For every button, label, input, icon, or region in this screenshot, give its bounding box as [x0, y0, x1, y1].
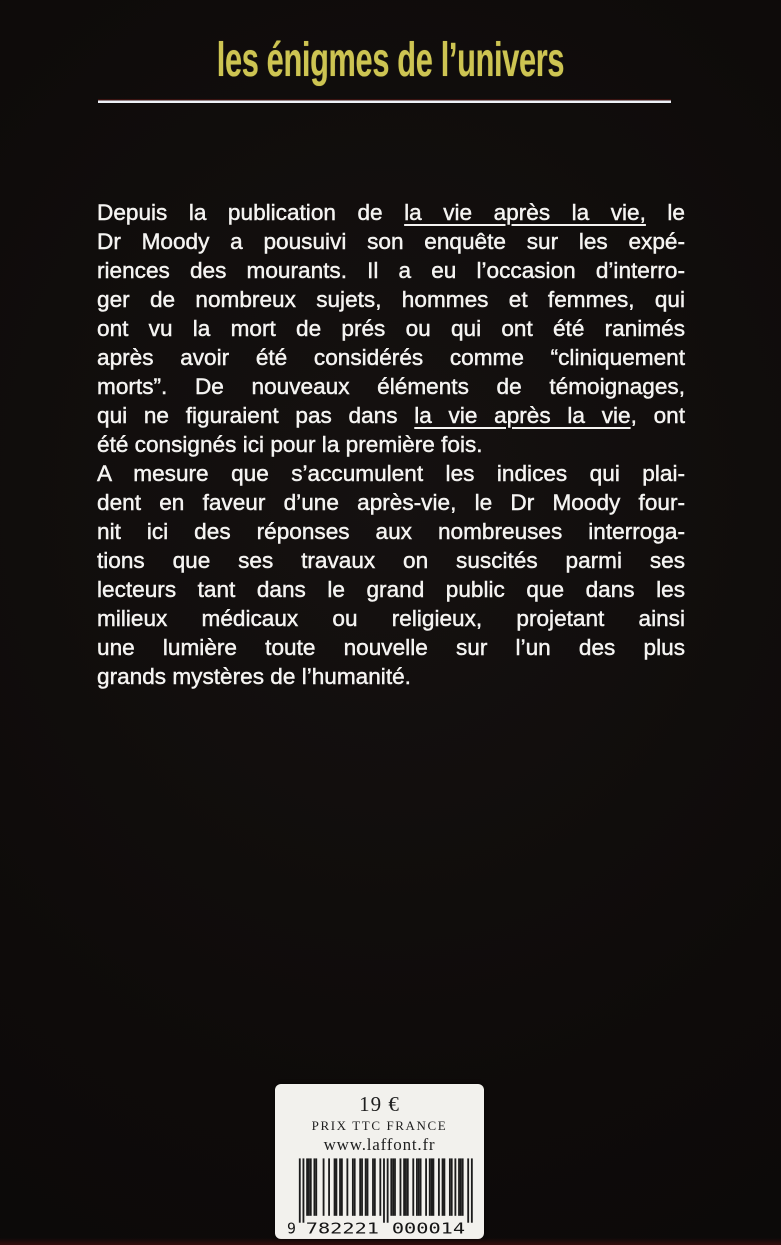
body-line-text: A mesure que s’accumulent les indices qui plai- [97, 461, 685, 486]
body-line [97, 546, 685, 575]
body-line-text: nit ici des réponses aux nombreuses interroga- [97, 519, 685, 544]
body-line [97, 314, 685, 343]
body-line [97, 459, 685, 488]
body-line-text: grands mystères de l’humanité. [97, 664, 411, 689]
body-line [97, 575, 685, 604]
body-line-text: Depuis la publication de [97, 200, 405, 225]
body-line-text: Dr Moody a pousuivi son enquête sur les expé- [97, 229, 685, 254]
price-ttc-line: PRIX TTC FRANCE [311, 1118, 448, 1133]
body-line [97, 488, 685, 517]
body-line [97, 198, 685, 227]
collection-title-text: les énigmes de l’univers [216, 34, 565, 87]
barcode-right-digits: 000014 [391, 1220, 465, 1236]
body-line [97, 662, 685, 691]
barcode [286, 1158, 474, 1236]
body-line-text: tions que ses travaux on suscités parmi ses [97, 548, 685, 573]
collection-title [0, 33, 781, 88]
body-line-text: été consignés ici pour la première fois. [97, 432, 483, 457]
body-line [97, 517, 685, 546]
price-label [275, 1084, 484, 1239]
body-line-text: dent en faveur d’une après-vie, le Dr Moody four- [97, 490, 685, 515]
body-line-text: , ont [630, 403, 685, 428]
price: 19 € [359, 1092, 400, 1116]
body-text [97, 198, 685, 691]
body-line-text: morts”. De nouveaux éléments de témoignages, [97, 374, 685, 399]
body-line-text: après avoir été considérés comme “cliniquement [97, 345, 685, 370]
book-title-reference: la vie après la vie [414, 403, 631, 428]
body-line [97, 227, 685, 256]
body-line [97, 430, 685, 459]
body-line-text: ont vu la mort de prés ou qui ont été ranimés [97, 316, 685, 341]
book-title-reference: la vie après la vie, [404, 200, 646, 225]
body-line-text: riences des mourants. Il a eu l’occasion d’interro- [97, 258, 685, 283]
title-underline-rule [98, 99, 671, 103]
body-line [97, 372, 685, 401]
body-line [97, 604, 685, 633]
publisher-website: www.laffont.fr [323, 1135, 436, 1154]
body-line-text: qui ne figuraient pas dans [97, 403, 415, 428]
body-line-text: ger de nombreux sujets, hommes et femmes, qui [97, 287, 685, 312]
body-line [97, 401, 685, 430]
body-line-text: le [645, 200, 686, 225]
body-line-text: une lumière toute nouvelle sur l’un des plus [97, 635, 685, 660]
body-line [97, 343, 685, 372]
body-line [97, 633, 685, 662]
barcode-bars [298, 1158, 472, 1222]
body-line [97, 256, 685, 285]
barcode-first-digit: 9 [286, 1220, 296, 1236]
body-line-text: lecteurs tant dans le grand public que dans les [97, 577, 685, 602]
body-line [97, 285, 685, 314]
barcode-left-digits: 782221 [305, 1220, 379, 1236]
body-line-text: milieux médicaux ou religieux, projetant ainsi [97, 606, 685, 631]
